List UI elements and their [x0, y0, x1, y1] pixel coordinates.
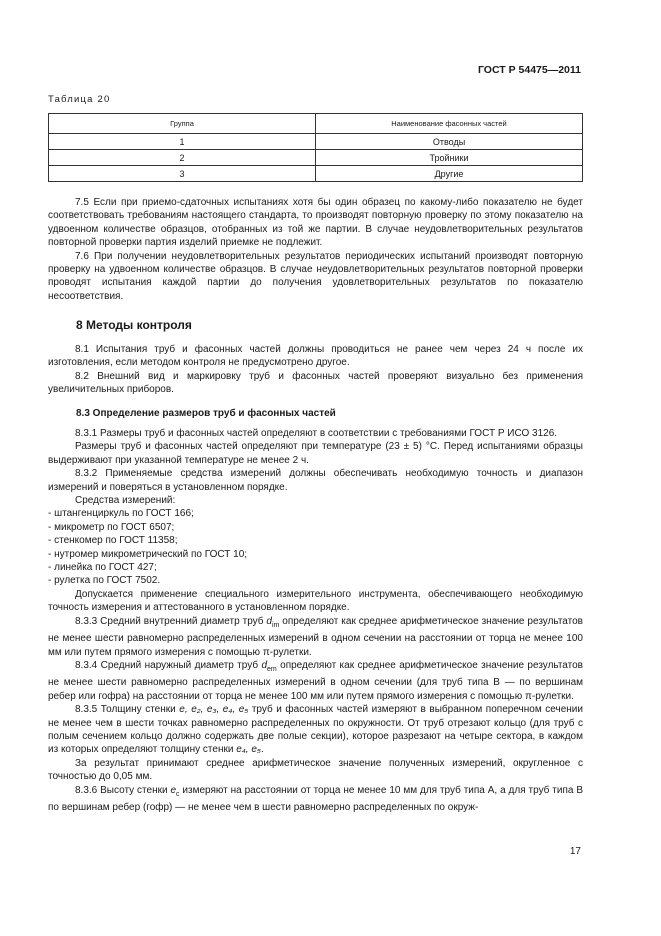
table-row — [49, 166, 583, 182]
table-cell: Тройники — [316, 150, 583, 166]
column-header: Группа — [49, 114, 316, 134]
paragraph-7-6: 7.6 При получении неудовлетворительных результатов периодических испытаний производят повторную проверку на удвоенном количестве образцов. В случае неудовлетворительных результатов повторной проверки проводят испытания каждой партии до получения удовлетворительных результатов по показателю несоответствия. — [48, 250, 583, 302]
list-item: - нутромер микрометрический по ГОСТ 10; — [48, 548, 248, 560]
table-cell: 2 — [49, 150, 316, 166]
column-header: Наименование фасонных частей — [316, 114, 583, 134]
document-header: ГОСТ Р 54475—2011 — [477, 64, 581, 76]
paragraph-7-5: 7.5 Если при приемо-сдаточных испытаниях хотя бы один образец по какому-либо показателю не будет соответствовать требованиям настоящего стандарта, то производят повторную проверку по этому показателю на удвоенном количестве образцов, отобранных из той же партии. В случае неудовлетворительных результатов повторной проверки партия изделий приемке не подлежит. — [48, 197, 583, 249]
paragraph-8-3-3: 8.3.3 Средний внутренний диаметр труб $d_{im}$ определяют как среднее арифметическое значение результатов не менее шести равномерно распределенных измерений в одном сечении на расстоянии от торца не менее 100 мм или путем прямого измерения с помощью π-рулетки. — [48, 615, 583, 658]
paragraph-8-1: 8.1 Испытания труб и фасонных частей должны проводиться не ранее чем через 24 ч после их изготовления, если методом контроля не предусмотрено другое. — [48, 344, 583, 369]
paragraph-8-3-2: 8.3.2 Применяемые средства измерений должны обеспечивать необходимую точность и диапазон измерений и поверяться в установленном порядке. — [48, 468, 583, 493]
paragraph-8-3-4: 8.3.4 Средний наружный диаметр труб $d_{em}$ определяют как среднее арифметическое значение результатов не менее шести равномерно распределенных измерений в одном сечении (для труб типа В — по вершинам ребер или гофра) на расстоянии от торца не менее 100 мм или путем прямого измерения с помощью π-рулетки. — [48, 659, 583, 702]
table-cell: 3 — [49, 166, 316, 182]
paragraph-8-3-1b: Размеры труб и фасонных частей определяют при температуре (23 ± 5) °С. Перед испытаниями образцы выдерживают при указанной температуре не менее 2 ч. — [48, 441, 583, 466]
table-cell: Отводы — [316, 134, 583, 150]
list-item: - линейка по ГОСТ 427; — [48, 562, 157, 574]
paragraph-8-3-5: 8.3.5 Толщину стенки e, e₂, e₃, e₄, e₅ труб и фасонных частей измеряют в выбранном поперечном сечении не менее чем в шести точках равномерно распределенных по окружности. От труб отрезают кольцо (для труб с полым сечением кольцо должно содержать две полые секции), которое разрезают на четыре сектора, в каждом из которых определяют толщину стенки e₄, e₅. — [48, 704, 583, 756]
page-number: 17 — [569, 846, 581, 857]
section7-text — [48, 196, 583, 303]
table-row — [49, 134, 583, 150]
table-cell: Другие — [316, 166, 583, 182]
table-caption: Таблица 20 — [48, 94, 111, 105]
table-header-row — [49, 114, 583, 134]
paragraph-special-tools: Допускается применение специального измерительного инструмента, обеспечивающего необходимую точность измерения и аттестованного в установленном порядке. — [48, 588, 583, 614]
section83-text — [48, 427, 583, 814]
table-cell: 1 — [49, 134, 316, 150]
list-item: - стенкомер по ГОСТ 11358; — [48, 535, 178, 547]
list-item: - рулетка по ГОСТ 7502. — [48, 575, 161, 587]
paragraph-8-2: 8.2 Внешний вид и маркировку труб и фасонных частей проверяют визуально без применения увеличительных приборов. — [48, 370, 583, 396]
list-item: - микрометр по ГОСТ 6507; — [48, 521, 175, 533]
section8-text — [48, 343, 583, 397]
list-item: - штангенциркуль по ГОСТ 166; — [48, 508, 194, 520]
paragraph-result: За результат принимают среднее арифметическое значение полученных измерений, округленное с точностью до 0,05 мм. — [48, 757, 583, 783]
paragraph-8-3-6: 8.3.6 Высоту стенки $e_c$ измеряют на расстоянии от торца не менее 10 мм для труб типа А, а для труб типа В по вершинам ребер (гофр) — не менее чем в шести равномерно распределенных по окруж- — [48, 784, 584, 813]
tools-title: Средства измерений: — [75, 495, 176, 507]
section-8-heading: 8 Методы контроля — [76, 318, 192, 332]
paragraph-8-3-1: 8.3.1 Размеры труб и фасонных частей определяют в соответствии с требованиями ГОСТ Р ИСО 3126. — [75, 428, 558, 439]
parts-table — [48, 113, 583, 182]
section-8-3-heading: 8.3 Определение размеров труб и фасонных частей — [76, 408, 336, 419]
table-row — [49, 150, 583, 166]
